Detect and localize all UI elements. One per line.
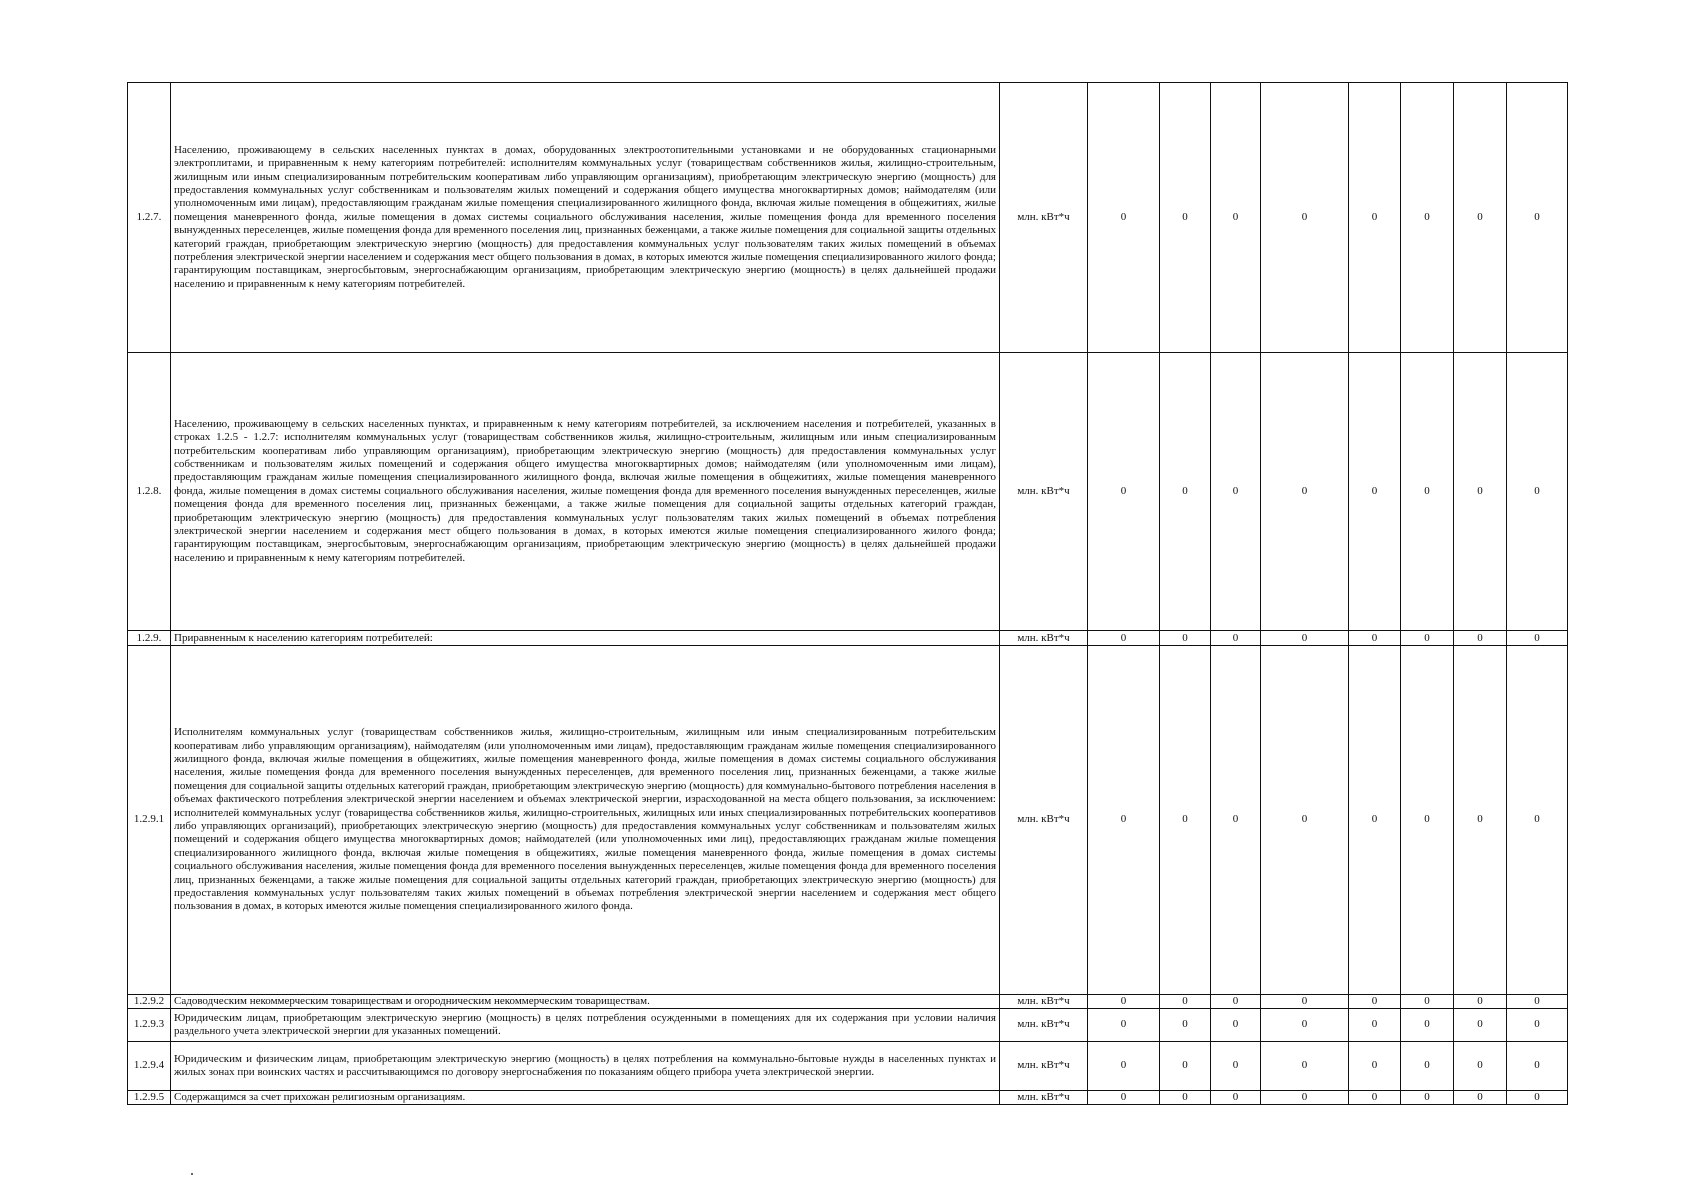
value-cell: 0 <box>1401 1091 1454 1105</box>
row-code: 1.2.9.5 <box>128 1091 171 1105</box>
value-cell: 0 <box>1211 646 1261 995</box>
value-cell: 0 <box>1160 631 1211 646</box>
value-cell: 0 <box>1160 1042 1211 1091</box>
value-cell: 0 <box>1160 353 1211 631</box>
value-cell: 0 <box>1088 646 1160 995</box>
value-cell: 0 <box>1507 631 1568 646</box>
row-unit: млн. кВт*ч <box>1000 631 1088 646</box>
value-cell: 0 <box>1507 995 1568 1009</box>
value-cell: 0 <box>1160 1091 1211 1105</box>
value-cell: 0 <box>1261 1091 1349 1105</box>
row-unit: млн. кВт*ч <box>1000 1009 1088 1042</box>
value-cell: 0 <box>1401 1009 1454 1042</box>
value-cell: 0 <box>1261 646 1349 995</box>
value-cell: 0 <box>1088 631 1160 646</box>
row-unit: млн. кВт*ч <box>1000 353 1088 631</box>
row-unit: млн. кВт*ч <box>1000 1042 1088 1091</box>
row-unit: млн. кВт*ч <box>1000 83 1088 353</box>
value-cell: 0 <box>1088 995 1160 1009</box>
value-cell: 0 <box>1507 1042 1568 1091</box>
row-description: Содержащимся за счет прихожан религиозным организациям. <box>171 1091 1000 1105</box>
row-code: 1.2.7. <box>128 83 171 353</box>
value-cell: 0 <box>1261 1009 1349 1042</box>
value-cell: 0 <box>1211 631 1261 646</box>
value-cell: 0 <box>1454 1091 1507 1105</box>
table-row <box>128 1009 1568 1042</box>
value-cell: 0 <box>1349 1042 1401 1091</box>
row-description: Юридическим лицам, приобретающим электрическую энергию (мощность) в целях потребления осужденными в помещениях для их содержания при условии наличия раздельного учета электрической энергии для указанных помещений. <box>171 1009 1000 1042</box>
row-description: Приравненным к населению категориям потребителей: <box>171 631 1000 646</box>
value-cell: 0 <box>1507 1091 1568 1105</box>
value-cell: 0 <box>1261 1042 1349 1091</box>
value-cell: 0 <box>1261 353 1349 631</box>
row-description: Населению, проживающему в сельских населенных пунктах, и приравненным к нему категориям потребителей, за исключением населения и потребителей, указанных в строках 1.2.5 - 1.2.7: исполнителям коммунальных услуг (товариществам собственников жилья, жилищно-строительным, жилищным или иным специализированным потребительским кооперативам либо управляющим организациям), приобретающим электрическую энергию (мощность) для предоставления коммунальных услуг собственникам и пользователям жилых помещений и содержания общего имущества многоквартирных домов; наймодателям (или уполномоченным ими лицам), предоставляющим гражданам жилые помещения специализированного жилищного фонда, включая жилые помещения в общежитиях, жилые помещения маневренного фонда, жилые помещения в домах системы социального обслуживания населения, жилые помещения фонда для временного поселения вынужденных переселенцев, жилые помещения фонда для временного поселения лиц, признанных беженцами, а также жилые помещения для социальной защиты отдельных категорий граждан, приобретающим электрическую энергию (мощность) для предоставления коммунальных услуг пользователям таких жилых помещений в объемах потребления электрической энергии населением и содержания мест общего пользования в домах, в которых имеются жилые помещения специализированного жилого фонда; гарантирующим поставщикам, энергосбытовым, энергоснабжающим организациям, приобретающим электрическую энергию (мощность) в целях дальнейшей продажи населению и приравненным к нему категориям потребителей. <box>171 353 1000 631</box>
value-cell: 0 <box>1211 995 1261 1009</box>
table-row <box>128 646 1568 995</box>
value-cell: 0 <box>1349 631 1401 646</box>
value-cell: 0 <box>1401 646 1454 995</box>
row-description: Населению, проживающему в сельских населенных пунктах в домах, оборудованных электроотопительными установками и не оборудованных стационарными электроплитами, и приравненным к нему категориям потребителей: исполнителям коммунальных услуг (товариществам собственников жилья, жилищно-строительным, жилищным или иным специализированным потребительским кооперативам либо управляющим организациям), приобретающим электрическую энергию (мощность) для предоставления коммунальных услуг собственникам и пользователям жилых помещений и содержания общего имущества многоквартирных домов; наймодателям (или уполномоченным ими лицам), предоставляющим гражданам жилые помещения специализированного жилищного фонда, включая жилые помещения в общежитиях, жилые помещения маневренного фонда, жилые помещения в домах системы социального обслуживания населения, жилые помещения фонда для временного поселения вынужденных переселенцев, жилые помещения фонда для временного поселения лиц, признанных беженцами, а также жилые помещения для социальной защиты отдельных категорий граждан, приобретающим электрическую энергию (мощность) для предоставления коммунальных услуг пользователям таких жилых помещений в объемах потребления электрической энергии населением и содержания мест общего пользования в домах, в которых имеются жилые помещения специализированного жилого фонда; гарантирующим поставщикам, энергосбытовым, энергоснабжающим организациям, приобретающим электрическую энергию (мощность) в целях дальнейшей продажи населению и приравненным к нему категориям потребителей. <box>171 83 1000 353</box>
table-row <box>128 353 1568 631</box>
row-code: 1.2.9.4 <box>128 1042 171 1091</box>
tariff-volume-table <box>127 82 1568 1105</box>
value-cell: 0 <box>1349 995 1401 1009</box>
value-cell: 0 <box>1211 83 1261 353</box>
table-row <box>128 631 1568 646</box>
value-cell: 0 <box>1211 1009 1261 1042</box>
scan-speck <box>191 1173 193 1175</box>
value-cell: 0 <box>1088 83 1160 353</box>
value-cell: 0 <box>1401 1042 1454 1091</box>
value-cell: 0 <box>1160 83 1211 353</box>
row-code: 1.2.9.1 <box>128 646 171 995</box>
value-cell: 0 <box>1088 1009 1160 1042</box>
row-code: 1.2.9. <box>128 631 171 646</box>
value-cell: 0 <box>1454 1009 1507 1042</box>
row-code: 1.2.9.2 <box>128 995 171 1009</box>
value-cell: 0 <box>1088 1042 1160 1091</box>
value-cell: 0 <box>1211 353 1261 631</box>
value-cell: 0 <box>1088 353 1160 631</box>
table-row <box>128 1042 1568 1091</box>
value-cell: 0 <box>1507 1009 1568 1042</box>
value-cell: 0 <box>1349 646 1401 995</box>
table-row <box>128 1091 1568 1105</box>
row-code: 1.2.8. <box>128 353 171 631</box>
value-cell: 0 <box>1454 353 1507 631</box>
row-unit: млн. кВт*ч <box>1000 646 1088 995</box>
value-cell: 0 <box>1507 353 1568 631</box>
value-cell: 0 <box>1211 1091 1261 1105</box>
value-cell: 0 <box>1160 995 1211 1009</box>
value-cell: 0 <box>1349 1009 1401 1042</box>
value-cell: 0 <box>1261 631 1349 646</box>
value-cell: 0 <box>1454 83 1507 353</box>
value-cell: 0 <box>1349 353 1401 631</box>
value-cell: 0 <box>1401 631 1454 646</box>
table-row <box>128 995 1568 1009</box>
row-description: Садоводческим некоммерческим товариществам и огородническим некоммерческим товариществам. <box>171 995 1000 1009</box>
value-cell: 0 <box>1088 1091 1160 1105</box>
row-description: Исполнителям коммунальных услуг (товариществам собственников жилья, жилищно-строительным, жилищным или иным специализированным потребительским кооперативам либо управляющим организациям), наймодателям (или уполномоченным ими лицам), предоставляющим гражданам жилые помещения специализированного жилищного фонда, включая жилые помещения в общежитиях, жилые помещения маневренного фонда, жилые помещения в домах системы социального обслуживания населения, жилые помещения фонда для временного поселения вынужденных переселенцев, для временного поселения лиц, признанных беженцами, а также жилые помещения для социальной защиты отдельных категорий граждан, приобретающим электрическую энергию (мощность) для коммунально-бытового потребления населения в объемах фактического потребления электрической энергии населением и объемах электрической энергии, израсходованной на места общего пользования, за исключением: исполнителей коммунальных услуг (товарищества собственников жилья, жилищно-строительных, жилищных или иных специализированных потребительских кооперативов либо управляющих организаций), приобретающих электрическую энергию (мощность) для предоставления коммунальных услуг собственникам и пользователям жилых помещений и содержания общего имущества многоквартирных домов; наймодателей (или уполномоченных ими лиц), предоставляющих гражданам жилые помещения специализированного жилищного фонда, включая жилые помещения в общежитиях, жилые помещения маневренного фонда, жилые помещения в домах системы социального обслуживания населения, жилые помещения фонда для временного поселения вынужденных переселенцев, жилые помещения фонда для временного поселения лиц, признанных беженцами, а также жилые помещения для социальной защиты отдельных категорий граждан, приобретающих электрическую энергию (мощность) для предоставления коммунальных услуг пользователям таких жилых помещений в объемах потребления электрической энергии населением и содержания мест общего пользования в домах, в которых имеются жилые помещения специализированного жилого фонда. <box>171 646 1000 995</box>
row-unit: млн. кВт*ч <box>1000 1091 1088 1105</box>
value-cell: 0 <box>1261 83 1349 353</box>
value-cell: 0 <box>1401 995 1454 1009</box>
value-cell: 0 <box>1401 353 1454 631</box>
value-cell: 0 <box>1401 83 1454 353</box>
value-cell: 0 <box>1454 1042 1507 1091</box>
value-cell: 0 <box>1454 631 1507 646</box>
value-cell: 0 <box>1349 1091 1401 1105</box>
row-description: Юридическим и физическим лицам, приобретающим электрическую энергию (мощность) в целях потребления на коммунально-бытовые нужды в населенных пунктах и жилых зонах при воинских частях и рассчитывающимся по договору энергоснабжения по показаниям общего прибора учета электрической энергии. <box>171 1042 1000 1091</box>
value-cell: 0 <box>1261 995 1349 1009</box>
value-cell: 0 <box>1507 646 1568 995</box>
value-cell: 0 <box>1160 646 1211 995</box>
row-code: 1.2.9.3 <box>128 1009 171 1042</box>
value-cell: 0 <box>1454 646 1507 995</box>
value-cell: 0 <box>1454 995 1507 1009</box>
value-cell: 0 <box>1507 83 1568 353</box>
table-row <box>128 83 1568 353</box>
value-cell: 0 <box>1211 1042 1261 1091</box>
row-unit: млн. кВт*ч <box>1000 995 1088 1009</box>
value-cell: 0 <box>1160 1009 1211 1042</box>
value-cell: 0 <box>1349 83 1401 353</box>
